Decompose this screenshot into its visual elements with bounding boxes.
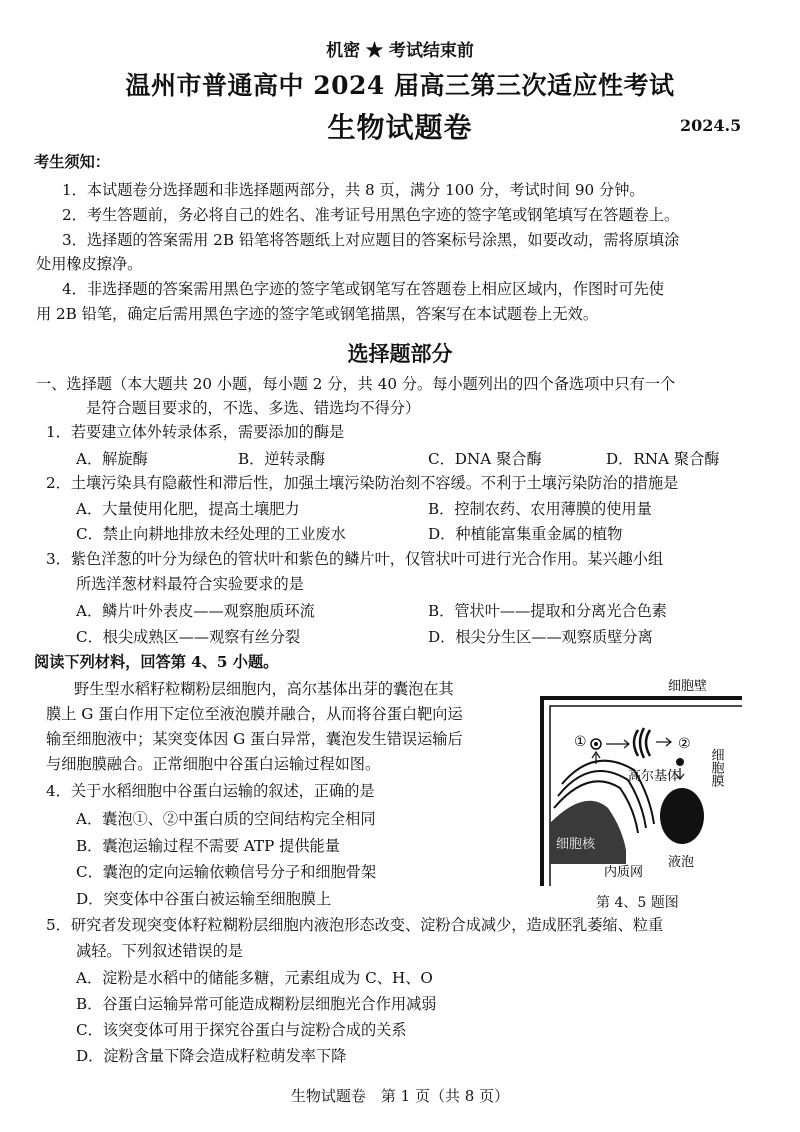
notice-item: 用 2B 铅笔，确定后需用黑色字迹的签字笔或钢笔描黑，答案写在本试题卷上无效。 — [36, 305, 599, 323]
question-stem: 2．土壤污染具有隐蔽性和滞后性，加强土壤污染防治刻不容缓。不利于土壤污染防治的措施是 — [46, 474, 679, 492]
nucleus-shape — [550, 801, 626, 864]
section-title: 选择题部分 — [347, 341, 453, 366]
paper-subtitle: 生物试题卷 — [327, 111, 473, 144]
question-stem: 4．关于水稻细胞中谷蛋白运输的叙述，正确的是 — [46, 782, 375, 800]
reading-line: 野生型水稻籽粒糊粉层细胞内，高尔基体出芽的囊泡在其 — [74, 680, 454, 698]
question-stem: 所选洋葱材料最符合实验要求的是 — [76, 575, 304, 593]
option: A．解旋酶 — [76, 450, 148, 468]
vesicle-1-core — [594, 742, 598, 746]
reading-line: 膜上 G 蛋白作用下定位至液泡膜并融合，从而将谷蛋白靶向运 — [46, 705, 463, 723]
reading-line: 与细胞膜融合。正常细胞中谷蛋白运输过程如图。 — [46, 755, 381, 773]
vesicle-2 — [676, 758, 684, 766]
notice-item: 2．考生答题前，务必将自己的姓名、准考证号用黑色字迹的签字笔或钢笔填写在答题卷上。 — [62, 206, 680, 224]
option: A．鳞片叶外表皮——观察胞质环流 — [76, 602, 315, 620]
option: C．囊泡的定向运输依赖信号分子和细胞骨架 — [76, 863, 377, 881]
option: A．淀粉是水稻中的储能多糖，元素组成为 C、H、O — [76, 969, 433, 987]
option: D．RNA 聚合酶 — [606, 450, 720, 468]
option: B．囊泡运输过程不需要 ATP 提供能量 — [76, 837, 340, 855]
golgi-cisterna — [646, 730, 650, 756]
question-stem: 减轻。下列叙述错误的是 — [76, 942, 244, 960]
option: C．该突变体可用于探究谷蛋白与淀粉合成的关系 — [76, 1021, 407, 1039]
cell-wall-label: 细胞壁 — [668, 679, 708, 694]
vacuole-shape — [660, 788, 704, 844]
notice-item: 处用橡皮擦净。 — [36, 255, 143, 273]
cell-diagram — [530, 668, 745, 888]
part-intro: 是符合题目要求的，不选、多选、错选均不得分） — [86, 399, 421, 417]
exam-title: 温州市普通高中 2024 届高三第三次适应性考试 — [125, 71, 675, 100]
confidential-label: 机密 ★ 考试结束前 — [326, 41, 474, 61]
option: B．控制农药、农用薄膜的使用量 — [428, 500, 652, 518]
option: C．根尖成熟区——观察有丝分裂 — [76, 628, 301, 646]
vacuole-label: 液泡 — [668, 855, 695, 870]
notice-item: 3．选择题的答案需用 2B 铅笔将答题纸上对应题目的答案标号涂黑，如要改动，需将原填涂 — [62, 231, 680, 249]
option: C．DNA 聚合酶 — [428, 450, 542, 468]
reading-intro: 阅读下列材料，回答第 4、5 小题。 — [34, 653, 279, 671]
question-stem: 3．紫色洋葱的叶分为绿色的管状叶和紫色的鳞片叶，仅管状叶可进行光合作用。某兴趣小组 — [46, 550, 664, 568]
notice-item: 4．非选择题的答案需用黑色字迹的签字笔或钢笔写在答题卷上相应区域内，作图时可先使 — [62, 280, 664, 298]
figure-caption: 第 4、5 题图 — [596, 895, 679, 911]
option: B．管状叶——提取和分离光合色素 — [428, 602, 667, 620]
question-stem: 1．若要建立体外转录体系，需要添加的酶是 — [46, 423, 345, 441]
nucleus-label: 细胞核 — [556, 837, 596, 852]
option: D．根尖分生区——观察质壁分离 — [428, 628, 653, 646]
cell-membrane-label: 细胞膜 — [708, 748, 724, 787]
option: A．囊泡①、②中蛋白质的空间结构完全相同 — [76, 810, 376, 828]
er-label: 内质网 — [604, 865, 644, 880]
option: C．禁止向耕地排放未经处理的工业废水 — [76, 525, 346, 543]
option: B．逆转录酶 — [238, 450, 326, 468]
marker-2: ② — [678, 736, 691, 752]
golgi-cisterna — [640, 728, 644, 758]
option: A．大量使用化肥，提高土壤肥力 — [76, 500, 300, 518]
reading-line: 输至细胞液中；某突变体因 G 蛋白异常，囊泡发生错误运输后 — [46, 730, 463, 748]
part-intro: 一、选择题（本大题共 20 小题，每小题 2 分，共 40 分。每小题列出的四个备选项中只有一个 — [36, 375, 676, 393]
golgi-label: 高尔基体 — [628, 769, 681, 784]
option: D．突变体中谷蛋白被运输至细胞膜上 — [76, 890, 332, 908]
page-footer: 生物试题卷 第 1 页（共 8 页） — [290, 1087, 510, 1105]
golgi-cisterna — [634, 730, 638, 756]
exam-date: 2024.5 — [680, 116, 742, 135]
notice-heading: 考生须知： — [34, 153, 110, 171]
notice-item: 1．本试题卷分选择题和非选择题两部分，共 8 页，满分 100 分，考试时间 90 分钟。 — [62, 181, 645, 199]
marker-1: ① — [574, 734, 587, 750]
question-stem: 5．研究者发现突变体籽粒糊粉层细胞内液泡形态改变、淀粉合成减少，造成胚乳萎缩、粒重 — [46, 916, 664, 934]
option: B．谷蛋白运输异常可能造成糊粉层细胞光合作用减弱 — [76, 995, 437, 1013]
option: D．种植能富集重金属的植物 — [428, 525, 623, 543]
option: D．淀粉含量下降会造成籽粒萌发率下降 — [76, 1047, 347, 1065]
